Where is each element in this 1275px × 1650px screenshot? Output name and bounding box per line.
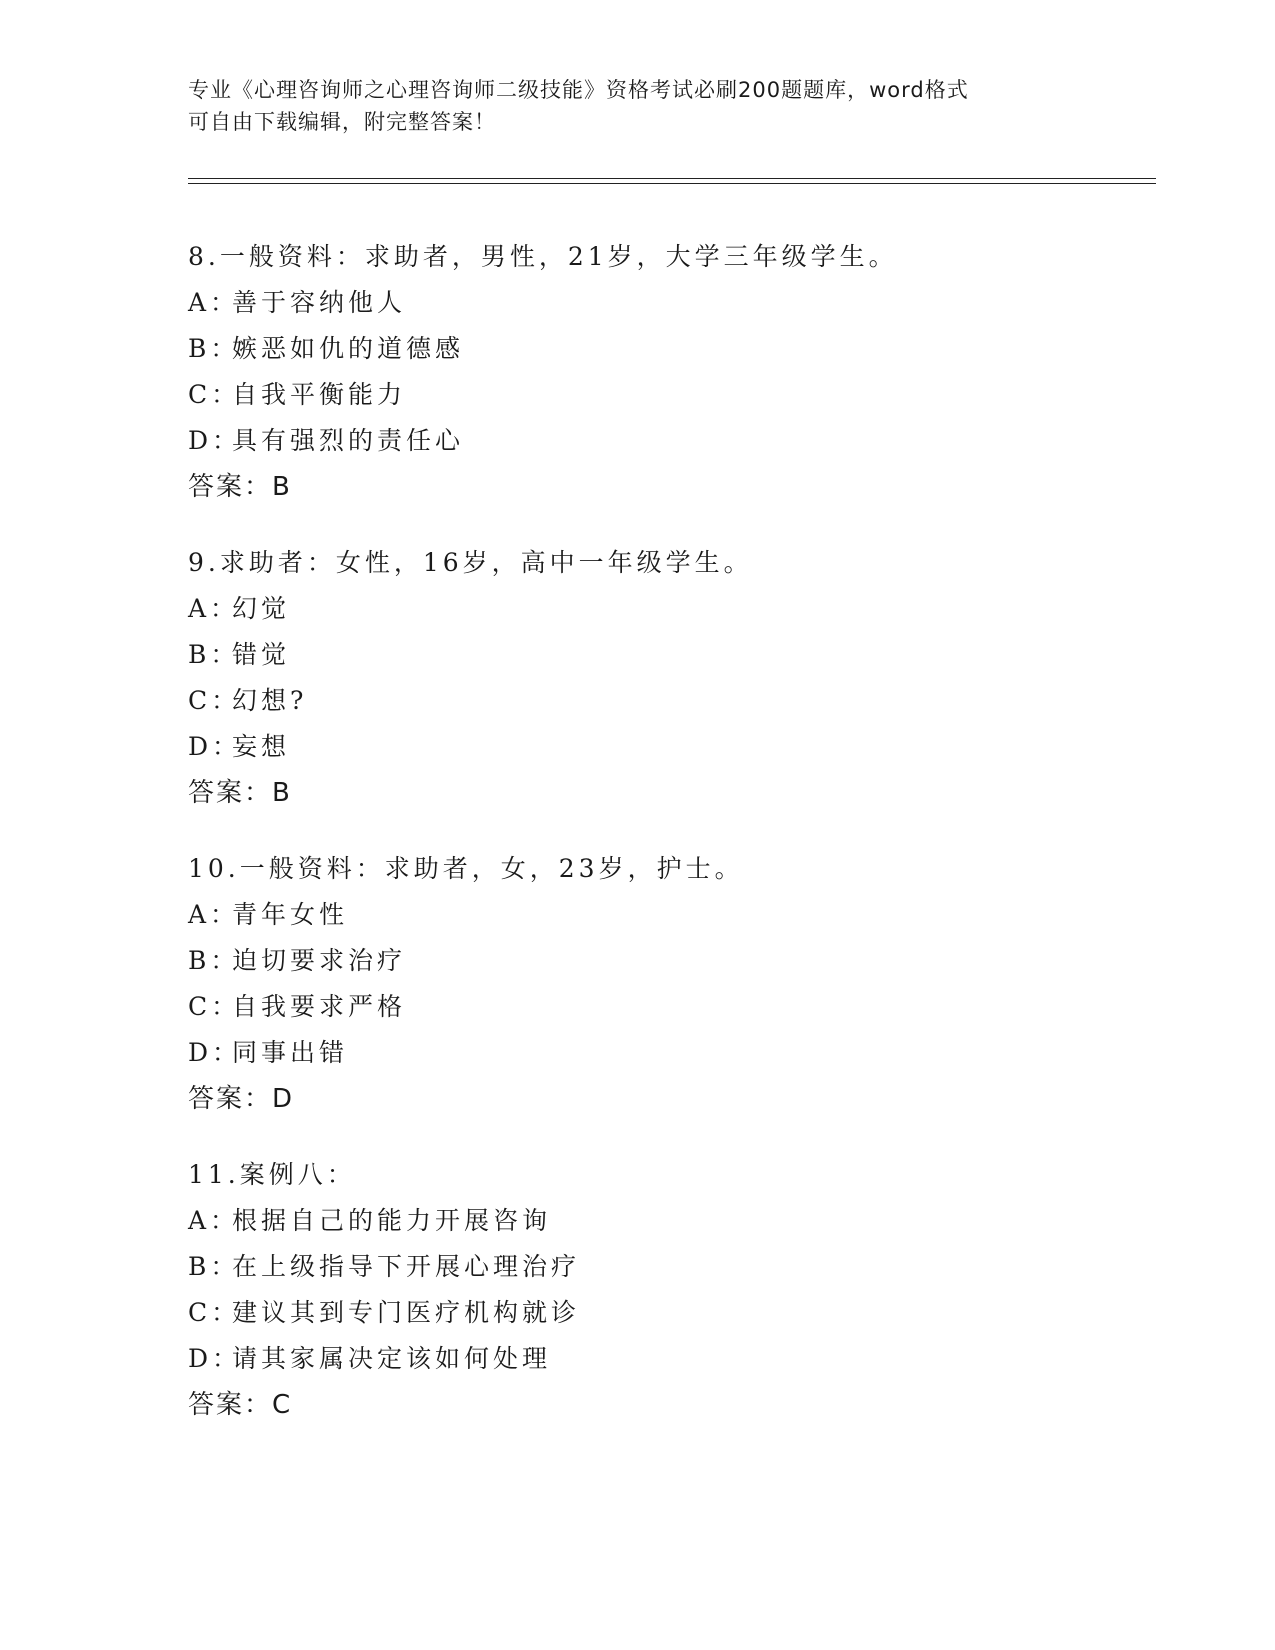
option-text: 在上级指导下开展心理治疗 bbox=[232, 1252, 581, 1281]
option-key: B： bbox=[188, 334, 240, 363]
option-text: 请其家属决定该如何处理 bbox=[232, 1344, 552, 1373]
option-d bbox=[188, 724, 1148, 770]
option-text: 幻想? bbox=[232, 686, 308, 715]
option-text: 幻觉 bbox=[232, 594, 291, 623]
option-text: 建议其到专门医疗机构就诊 bbox=[232, 1298, 581, 1327]
option-key: C： bbox=[188, 1298, 241, 1327]
option-b bbox=[188, 938, 1148, 984]
header-line-2: 可自由下载编辑，附完整答案！ bbox=[188, 110, 496, 134]
question-stem: 11.案例八： bbox=[188, 1160, 356, 1189]
option-c bbox=[188, 1290, 1148, 1336]
option-c bbox=[188, 372, 1148, 418]
option-key: C： bbox=[188, 380, 241, 409]
header-divider-top bbox=[188, 178, 1156, 179]
option-text: 妄想 bbox=[232, 732, 291, 761]
option-text: 嫉恶如仇的道德感 bbox=[232, 334, 465, 363]
option-text: 自我平衡能力 bbox=[232, 380, 407, 409]
option-c bbox=[188, 984, 1148, 1030]
option-key: D： bbox=[188, 426, 242, 455]
option-b bbox=[188, 1244, 1148, 1290]
option-a bbox=[188, 586, 1148, 632]
option-key: B： bbox=[188, 946, 240, 975]
option-text: 青年女性 bbox=[232, 900, 349, 929]
option-d bbox=[188, 418, 1148, 464]
question-stem: 8.一般资料：求助者，男性，21岁，大学三年级学生。 bbox=[188, 242, 898, 271]
option-b bbox=[188, 632, 1148, 678]
question-10 bbox=[188, 846, 1148, 1122]
question-11 bbox=[188, 1152, 1148, 1428]
question-stem: 10.一般资料：求助者，女，23岁，护士。 bbox=[188, 854, 744, 883]
option-text: 同事出错 bbox=[232, 1038, 349, 1067]
option-d bbox=[188, 1336, 1148, 1382]
option-key: D： bbox=[188, 1344, 242, 1373]
option-key: D： bbox=[188, 732, 242, 761]
option-text: 具有强烈的责任心 bbox=[232, 426, 465, 455]
option-text: 善于容纳他人 bbox=[232, 288, 407, 317]
answer-line: 答案：B bbox=[188, 472, 292, 502]
answer-line: 答案：C bbox=[188, 1390, 293, 1420]
option-key: B： bbox=[188, 1252, 240, 1281]
answer-line: 答案：D bbox=[188, 1084, 295, 1114]
question-9 bbox=[188, 540, 1148, 816]
option-b bbox=[188, 326, 1148, 372]
option-d bbox=[188, 1030, 1148, 1076]
question-stem: 9.求助者：女性，16岁，高中一年级学生。 bbox=[188, 548, 753, 577]
option-key: C： bbox=[188, 992, 241, 1021]
option-key: D： bbox=[188, 1038, 242, 1067]
option-key: B： bbox=[188, 640, 240, 669]
header-line-1: 专业《心理咨询师之心理咨询师二级技能》资格考试必刷200题题库，word格式 bbox=[188, 78, 969, 102]
option-key: A： bbox=[188, 594, 240, 623]
option-text: 迫切要求治疗 bbox=[232, 946, 407, 975]
option-a bbox=[188, 1198, 1148, 1244]
option-key: A： bbox=[188, 1206, 240, 1235]
question-8 bbox=[188, 234, 1148, 510]
answer-line: 答案：B bbox=[188, 778, 292, 808]
option-a bbox=[188, 892, 1148, 938]
option-key: C： bbox=[188, 686, 241, 715]
question-list bbox=[188, 234, 1148, 1458]
option-a bbox=[188, 280, 1148, 326]
option-text: 错觉 bbox=[232, 640, 291, 669]
option-key: A： bbox=[188, 288, 240, 317]
header-divider-bottom bbox=[188, 183, 1156, 184]
option-text: 根据自己的能力开展咨询 bbox=[232, 1206, 552, 1235]
option-text: 自我要求严格 bbox=[232, 992, 407, 1021]
option-c bbox=[188, 678, 1148, 724]
document-header bbox=[188, 74, 1088, 138]
option-key: A： bbox=[188, 900, 240, 929]
